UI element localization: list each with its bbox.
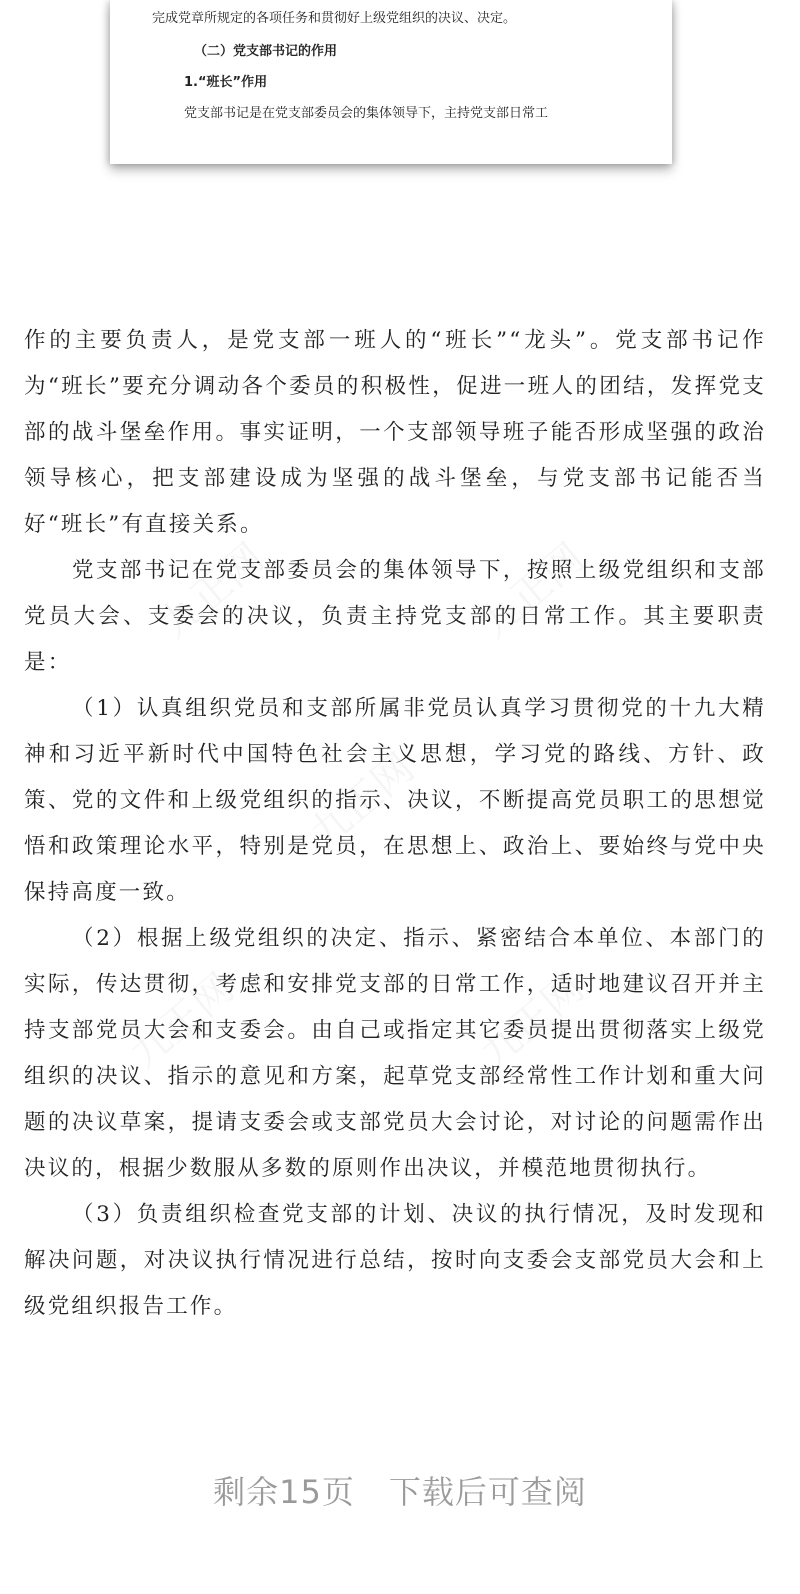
paragraph: 作的主要负责人，是党支部一班人的“班长”“龙头”。党支部书记作为“班长”要充分调动各个委员的积极性，促进一班人的团结，发挥党支部的战斗堡垒作用。事实证明，一个支部领导班子能否形成坚强的政治领导核心，把支部建设成为坚强的战斗堡垒，与党支部书记能否当好“班长”有直接关系。 (24, 328, 766, 537)
list-item-paragraph: （2）根据上级党组织的决定、指示、紧密结合本单位、本部门的实际，传达贯彻，考虑和安排党支部的日常工作，适时地建议召开并主持支部党员大会和支委会。由自己或指定其它委员提出贯彻落实上级党组织的决议、指示的意见和方案，起草党支部经常性工作计划和重大问题的决议草案，提请支委会或支部党员大会讨论，对讨论的问题需作出决议的，根据少数服从多数的原则作出决议，并模范地贯彻执行。 (24, 926, 766, 1181)
download-to-view-label[interactable]: 下载后可查阅 (388, 1473, 587, 1511)
remaining-pages-label: 剩余15页 (213, 1473, 355, 1511)
preview-section-heading: （二）党支部书记的作用 (194, 44, 338, 59)
watermark: 九正网 (301, 744, 423, 858)
paragraph: 党支部书记在党支部委员会的集体领导下，按照上级党组织和支部党员大会、支委会的决议，负责主持党支部的日常工作。其主要职责是： (24, 558, 766, 675)
download-prompt[interactable] (0, 1467, 800, 1513)
list-item-paragraph: （1）认真组织党员和支部所属非党员认真学习贯彻党的十九大精神和习近平新时代中国特色社会主义思想，学习党的路线、方针、政策、党的文件和上级党组织的指示、决议，不断提高党员职工的思想觉悟和政策理论水平，特别是党员，在思想上、政治上、要始终与党中央保持高度一致。 (24, 696, 766, 905)
preview-subsection-heading: 1.“班长”作用 (184, 75, 268, 90)
document-body (24, 318, 766, 1330)
list-item-paragraph: （3）负责组织检查党支部的计划、决议的执行情况，及时发现和解决问题，对决议执行情况进行总结，按时向支委会支部党员大会和上级党组织报告工作。 (24, 1202, 766, 1319)
preview-text-line: 党支部书记是在党支部委员会的集体领导下，主持党支部日常工 (184, 106, 549, 121)
watermark: 九正网 (121, 964, 243, 1078)
watermark: 九正网 (151, 534, 273, 648)
watermark: 九正网 (471, 534, 593, 648)
watermark: 九正网 (471, 964, 593, 1078)
document-preview-card (110, 0, 672, 164)
preview-text-line: 完成党章所规定的各项任务和贯彻好上级党组织的决议、决定。 (152, 11, 517, 26)
